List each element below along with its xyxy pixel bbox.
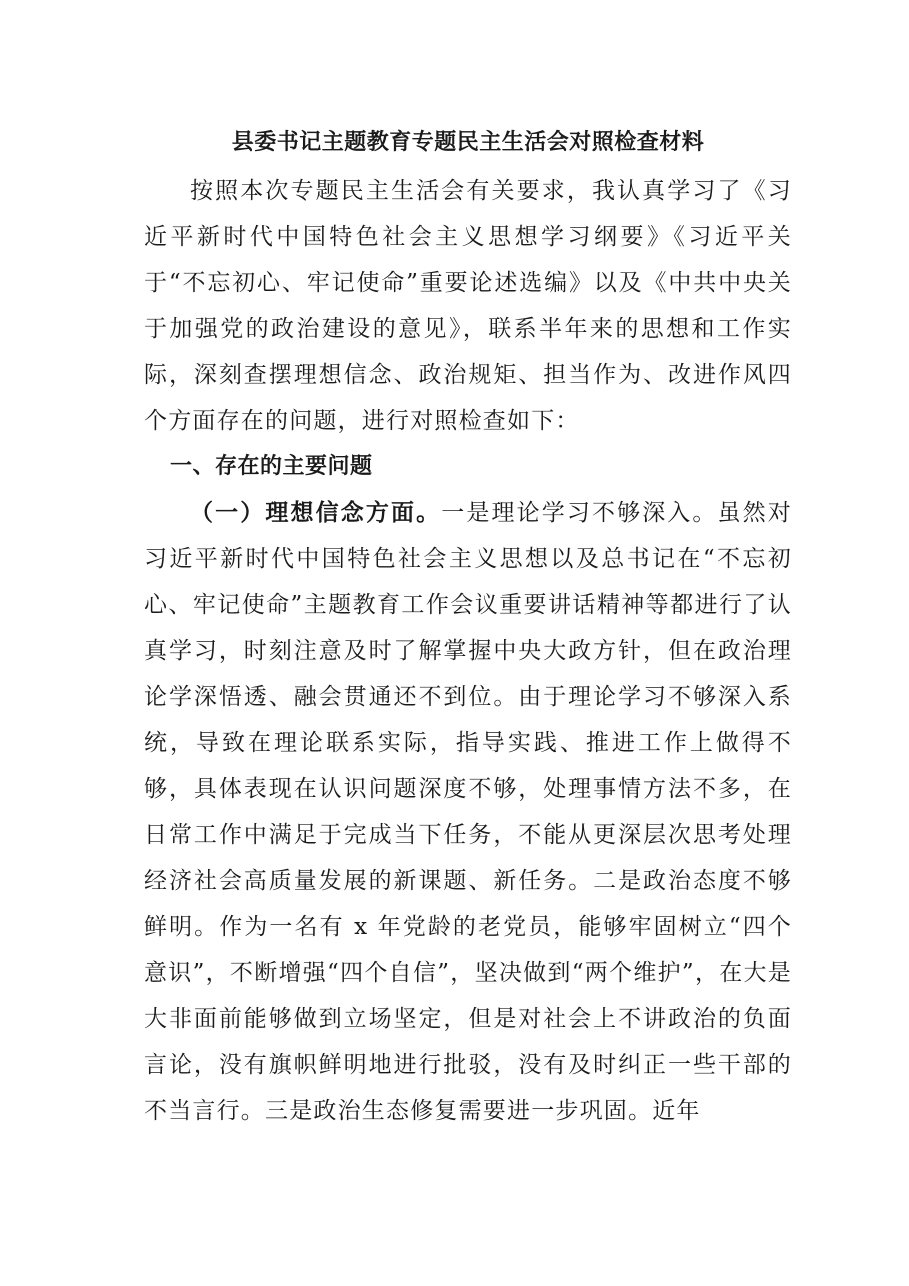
subsection-paragraph — [144, 490, 792, 1134]
intro-paragraph: 按照本次专题民主生活会有关要求，我认真学习了《习近平新时代中国特色社会主义思想学习纲要》《习近平关于“不忘初心、牢记使命”重要论述选编》以及《中共中央关于加强党的政治建设的意见》，联系半年来的思想和工作实际，深刻查摆理想信念、政治规矩、担当作为、改进作风四个方面存在的问题，进行对照检查如下： — [144, 178, 792, 434]
subsection-body: 一是理论学习不够深入。虽然对习近平新时代中国特色社会主义思想以及总书记在“不忘初心、牢记使命”主题教育工作会议重要讲话精神等都进行了认真学习，时刻注意及时了解掌握中央大政方针，但在政治理论学深悟透、融会贯通还不到位。由于理论学习不够深入系统，导致在理论联系实际，指导实践、推进工作上做得不够，具体表现在认识问题深度不够，处理事情方法不多，在日常工作中满足于完成当下任务，不能从更深层次思考处理经济社会高质量发展的新课题、新任务。二是政治态度不够鲜明。作为一名有 x 年党龄的老党员，能够牢固树立“四个意识”，不断增强“四个自信”，坚决做到“两个维护”，在大是大非面前能够做到立场坚定，但是对社会上不讲政治的负面言论，没有旗帜鲜明地进行批驳，没有及时纠正一些干部的不当言行。三是政治生态修复需要进一步巩固。近年 — [144, 500, 792, 1124]
subsection-heading: （一）理想信念方面。 — [190, 500, 442, 526]
document-body — [144, 118, 792, 1134]
section-heading: 一、存在的主要问题 — [170, 454, 373, 479]
document-title: 县委书记主题教育专题民主生活会对照检查材料 — [231, 130, 705, 155]
